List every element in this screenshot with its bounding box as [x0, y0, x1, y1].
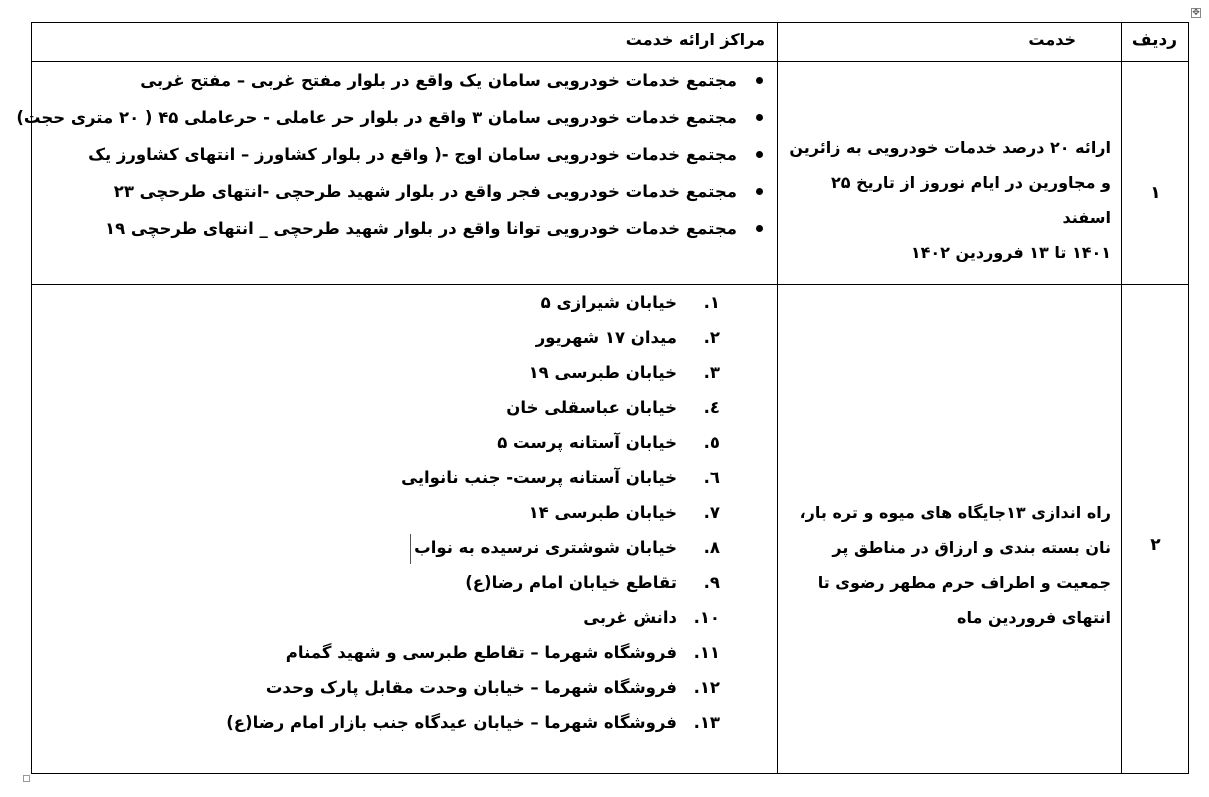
list-item: مجتمع خدمات خودرویی فجر واقع در بلوار شهید طرحچی -انتهای طرحچی ۲۳: [32, 173, 777, 210]
service-line: راه اندازی ۱۳جایگاه های میوه و تره بار،: [799, 503, 1111, 522]
text-cursor: [410, 534, 411, 564]
list-item: مجتمع خدمات خودرویی سامان یک واقع در بلوار مفتح غربی – مفتح غربی: [32, 62, 777, 99]
row-1-number: ۱: [1150, 183, 1161, 203]
list-item: ۱. خیابان شیرازی ۵: [540, 293, 720, 312]
row-2-centers: [32, 285, 777, 740]
bullet-icon: [756, 188, 763, 195]
service-line: ۱۴۰۱ تا ۱۳ فروردین ۱۴۰۲: [910, 243, 1111, 262]
header-centers: مراکز ارائه خدمت: [625, 30, 765, 49]
list-item: ۱۱. فروشگاه شهرما – تقاطع طبرسی و شهید گمنام: [285, 643, 720, 662]
table-move-handle-icon[interactable]: ✥: [1192, 8, 1200, 18]
list-item: ٤. خیابان عباسقلی خان: [506, 398, 720, 417]
service-line: ارائه ۲۰ درصد خدمات خودرویی به زائرین: [789, 138, 1111, 157]
list-item: ۸. خیابان شوشتری نرسیده به نواب: [32, 530, 777, 565]
list-item: مجتمع خدمات خودرویی سامان ۳ واقع در بلوار حر عاملی - حرعاملی ۴۵ ( ۲۰ متری حجت): [32, 99, 777, 136]
header-row-number: ردیف: [1131, 30, 1177, 50]
row-2-service: [778, 495, 1121, 635]
service-line: و مجاورین در ایام نوروز از تاریخ ۲۵ اسفند: [831, 173, 1111, 227]
list-item: ٥. خیابان آستانه پرست ۵: [497, 433, 720, 452]
centers-numbered-list: [32, 285, 777, 740]
row-2-number: ۲: [1150, 535, 1161, 555]
list-item: ۱۲. فروشگاه شهرما – خیابان وحدت مقابل پارک وحدت: [265, 678, 720, 697]
service-line: انتهای فروردین ماه: [957, 608, 1111, 627]
list-item: ۷. خیابان طبرسی ۱۴: [528, 503, 720, 522]
list-item: مجتمع خدمات خودرویی توانا واقع در بلوار شهید طرحچی _ انتهای طرحچی ۱۹: [32, 210, 777, 247]
row-1-service: [778, 130, 1121, 270]
column-divider: [1121, 23, 1122, 773]
bullet-icon: [756, 225, 763, 232]
header-service: خدمت: [1028, 30, 1076, 49]
bullet-icon: [756, 114, 763, 121]
services-table: [16, 22, 1189, 774]
list-item: ۲. میدان ۱۷ شهریور: [535, 328, 720, 347]
bullet-icon: [756, 151, 763, 158]
list-item: ۱۳. فروشگاه شهرما – خیابان عیدگاه جنب بازار امام رضا(ع): [226, 713, 720, 732]
bullet-icon: [756, 77, 763, 84]
list-item: مجتمع خدمات خودرویی سامان اوج -( واقع در بلوار کشاورز – انتهای کشاورز یک: [32, 136, 777, 173]
table-resize-handle-icon[interactable]: [23, 775, 30, 782]
centers-bullet-list: [16, 62, 777, 247]
list-item: ۳. خیابان طبرسی ۱۹: [528, 363, 720, 382]
list-item: ۹. تقاطع خیابان امام رضا(ع): [465, 573, 720, 592]
list-item: ۱۰. دانش غربی: [583, 608, 720, 627]
list-item: ٦. خیابان آستانه پرست- جنب نانوایی: [401, 468, 720, 487]
service-line: نان بسته بندی و ارزاق در مناطق پر: [832, 538, 1111, 557]
row-1-centers: [16, 61, 777, 247]
service-line: جمعیت و اطراف حرم مطهر رضوی تا: [817, 573, 1111, 592]
